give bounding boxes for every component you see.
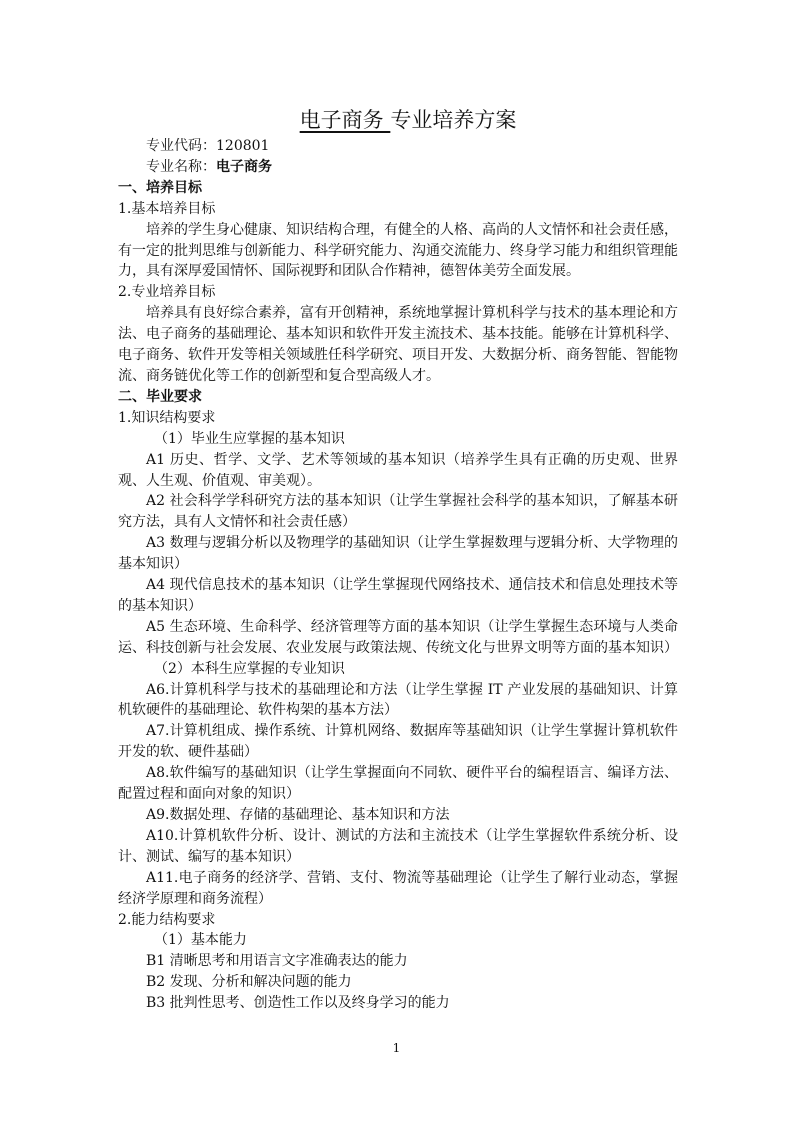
list-item: A6.计算机科学与技术的基础理论和方法（让学生掌握 IT 产业发展的基础知识、计算机软硬件的基础理论、软件构架的基本方法） [118,681,678,719]
list-item: B1 清晰思考和用语言文字准确表达的能力 [146,953,408,970]
list-item: A3 数理与逻辑分析以及物理学的基础知识（让学生掌握数理与逻辑分析、大学物理的基本知识） [118,535,678,573]
subsection-heading: 1.知识结构要求 [118,409,216,426]
list-item: A11.电子商务的经济学、营销、支付、物流等基础理论（让学生了解行业动态，掌握经济学原理和商务流程） [118,869,678,907]
list-item: A5 生态环境、生命科学、经济管理等方面的基本知识（让学生掌握生态环境与人类命运、科技创新与社会发展、农业发展与政策法规、传统文化与世界文明等方面的基本知识） [118,618,678,656]
title-rest: 专业培养方案 [390,108,517,132]
name-label: 专业名称： [146,158,216,175]
code-value: 120801 [216,138,270,154]
major-name [118,157,678,178]
section-heading: 二、毕业要求 [118,388,202,405]
list-item: A10.计算机软件分析、设计、测试的方法和主流技术（让学生掌握软件系统分析、设计、测试、编写的基本知识） [118,827,678,865]
list-item: A7.计算机组成、操作系统、计算机网络、数据库等基础知识（让学生掌握计算机软件开发的软、硬件基础） [118,723,678,761]
list-item: A9.数据处理、存储的基础理论、基本知识和方法 [146,807,450,823]
name-value: 电子商务 [216,158,272,175]
title-major: 电子商务 [299,108,391,132]
list-item: A4 现代信息技术的基本知识（让学生掌握现代网络技术、通信技术和信息处理技术等的基本知识） [118,577,678,614]
list-item: A8.软件编写的基础知识（让学生掌握面向不同软、硬件平台的编程语言、编译方法、配置过程和面向对象的知识） [118,765,678,803]
page-title [138,104,678,136]
list-item: B2 发现、分析和解决问题的能力 [146,974,352,991]
code-label: 专业代码： [146,138,216,154]
paragraph: 培养具有良好综合素养，富有开创精神，系统地掌握计算机科学与技术的基本理论和方法、电子商务的基础理论、基本知识和软件开发主流技术、基本技能。能够在计算机科学、电子商务、软件开发等相关领域胜任科学研究、项目开发、大数据分析、商务智能、智能物流、商务链优化等工作的创新型和复合型高级人才。 [118,305,678,384]
section-heading: 一、培养目标 [118,179,202,196]
list-item: B3 批判性思考、创造性工作以及终身学习的能力 [146,995,450,1012]
list-heading: （1）毕业生应掌握的基本知识 [154,430,345,447]
list-item: A1 历史、哲学、文学、艺术等领域的基本知识（培养学生具有正确的历史观、世界观、人生观、价值观、审美观）。 [118,451,678,489]
page-number: 1 [392,1041,401,1055]
paragraph: 培养的学生身心健康、知识结构合理，有健全的人格、高尚的人文情怀和社会责任感，有一定的批判思维与创新能力、科学研究能力、沟通交流能力、终身学习能力和组织管理能力，具有深厚爱国情怀、国际视野和团队合作精神，德智体美劳全面发展。 [118,221,678,280]
list-item: A2 社会科学学科研究方法的基本知识（让学生掌握社会科学的基本知识，了解基本研究方法，具有人文情怀和社会责任感） [118,493,678,531]
subsection-heading: 2.专业培养目标 [118,284,216,301]
subsection-heading: 2.能力结构要求 [118,911,216,928]
list-heading: （2）本科生应掌握的专业知识 [154,660,345,677]
subsection-heading: 1.基本培养目标 [118,200,216,217]
document-page [118,104,678,1014]
list-heading: （1）基本能力 [154,932,247,949]
major-code [118,136,678,157]
